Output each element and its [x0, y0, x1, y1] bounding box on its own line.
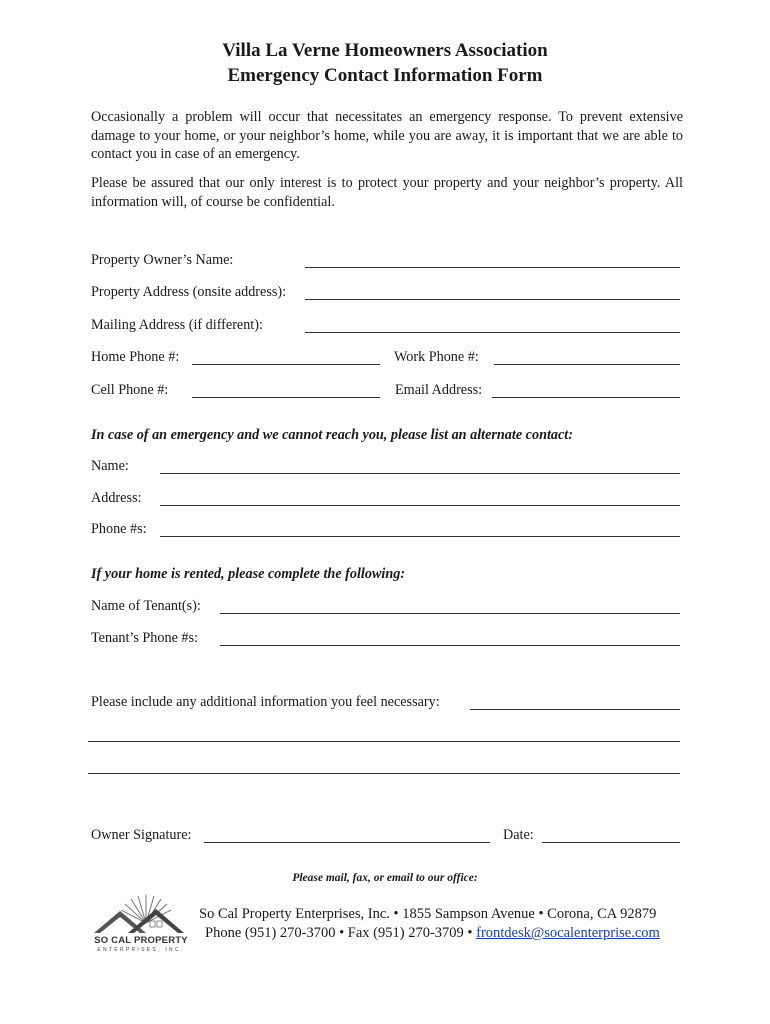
alternate-phone-field[interactable]: [160, 536, 680, 537]
additional-info-field[interactable]: [470, 709, 680, 710]
intro-paragraph-1: Occasionally a problem will occur that necessitates an emergency response. To prevent extensive damage to your home, or your neighbor’s home, while you are away, it is important that we are able to contact you in case of an emergency.: [91, 109, 683, 162]
date-label: Date:: [503, 827, 534, 843]
owner-signature-field[interactable]: [204, 842, 490, 843]
tenant-phone-field[interactable]: [220, 645, 680, 646]
form-title: Villa La Verne Homeowners Association: [222, 40, 548, 61]
alternate-name-label: Name:: [91, 458, 129, 474]
alternate-name-field[interactable]: [160, 473, 680, 474]
form-subtitle: Emergency Contact Information Form: [227, 65, 543, 86]
work-phone-field[interactable]: [494, 364, 680, 365]
alternate-contact-heading: In case of an emergency and we cannot reach you, please list an alternate contact:: [91, 427, 573, 443]
intro-paragraph-2: Please be assured that our only interest is to protect your property and your neighbor’s property. All information will, of course be confidential.: [91, 175, 683, 210]
tenant-name-field[interactable]: [220, 613, 680, 614]
office-contact-line: [205, 924, 660, 943]
work-phone-label: Work Phone #:: [394, 349, 479, 365]
tenant-name-label: Name of Tenant(s):: [91, 598, 201, 614]
alternate-address-field[interactable]: [160, 505, 680, 506]
mail-instruction: Please mail, fax, or email to our office:: [292, 872, 478, 884]
home-phone-label: Home Phone #:: [91, 349, 180, 365]
office-email-link[interactable]: frontdesk@socalenterprise.com: [476, 925, 660, 941]
additional-info-label: Please include any additional information you feel necessary:: [91, 694, 440, 710]
home-phone-field[interactable]: [192, 364, 380, 365]
email-label: Email Address:: [395, 382, 483, 398]
logo-company-sub: ENTERPRISES, INC.: [97, 947, 185, 953]
logo-company-name: SO CAL PROPERTY: [94, 935, 188, 946]
owner-name-field[interactable]: [305, 267, 680, 268]
cell-phone-field[interactable]: [192, 397, 380, 398]
office-phone-fax: Phone (951) 270-3700 • Fax (951) 270-3709 •: [205, 925, 473, 941]
mailing-address-label: Mailing Address (if different):: [91, 317, 263, 333]
property-address-label: Property Address (onsite address):: [91, 284, 287, 300]
property-address-field[interactable]: [305, 299, 680, 300]
additional-info-line-3[interactable]: [88, 773, 680, 774]
alternate-phone-label: Phone #s:: [91, 521, 147, 537]
owner-name-label: Property Owner’s Name:: [91, 252, 234, 268]
date-field[interactable]: [542, 842, 680, 843]
tenant-phone-label: Tenant’s Phone #s:: [91, 630, 198, 646]
alternate-address-label: Address:: [91, 490, 142, 506]
office-address: So Cal Property Enterprises, Inc. • 1855 Sampson Avenue • Corona, CA 92879: [199, 906, 657, 922]
additional-info-line-2[interactable]: [88, 741, 680, 742]
owner-signature-label: Owner Signature:: [91, 827, 192, 843]
cell-phone-label: Cell Phone #:: [91, 382, 169, 398]
rental-heading: If your home is rented, please complete the following:: [91, 566, 406, 582]
email-field[interactable]: [492, 397, 680, 398]
mailing-address-field[interactable]: [305, 332, 680, 333]
